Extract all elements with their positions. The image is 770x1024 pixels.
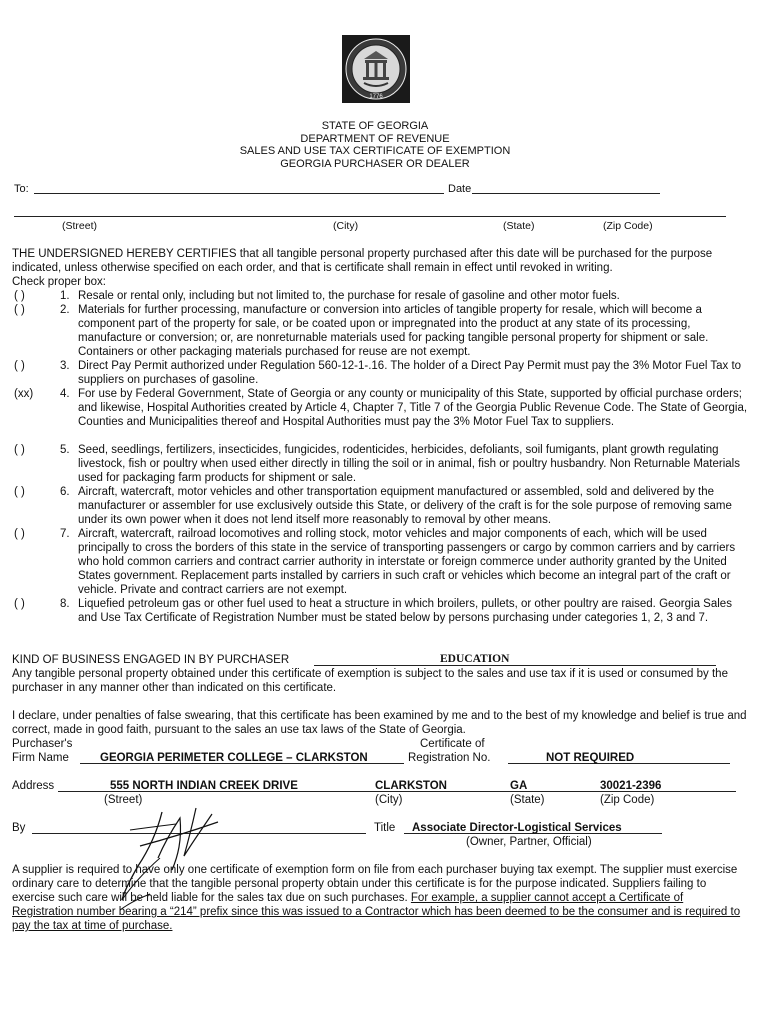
- to-city-label: (City): [333, 220, 359, 232]
- address-state-label: (State): [510, 794, 545, 806]
- address-zip-value: 30021-2396: [600, 780, 662, 792]
- by-label: By: [12, 822, 26, 834]
- title-value: Associate Director-Logistical Services: [412, 822, 622, 834]
- header-line-1: STATE OF GEORGIA: [321, 120, 429, 132]
- to-state-label: (State): [503, 220, 535, 232]
- header-line-3: SALES AND USE TAX CERTIFICATE OF EXEMPTION: [239, 145, 511, 157]
- supplier-paragraph: [12, 863, 747, 933]
- item-4-number: 4.: [60, 388, 70, 400]
- address-zip-label: (Zip Code): [600, 794, 655, 806]
- firm-name-value: GEORGIA PERIMETER COLLEGE – CLARKSTON: [100, 752, 368, 764]
- form-header: [150, 120, 600, 170]
- date-label: Date: [448, 183, 472, 195]
- registration-label: Registration No.: [408, 752, 491, 764]
- checkbox-2[interactable]: ( ): [14, 304, 25, 316]
- item-7-text: Aircraft, watercraft, railroad locomotives and rolling stock, motor vehicles and major components of each, which will be used principally to cross the borders of this state in the service of transporting passengers or cargo by common carriers and by carriers who hold common carriers and contract carrier authority in interstate or foreign commerce under authority granted by the United States government. Replacement parts installed by carriers in such craft or vehicles which become an integral part of the craft or vehicle. Private and contract carriers are not exempt.: [78, 528, 736, 596]
- checkbox-6[interactable]: ( ): [14, 486, 25, 498]
- address-street-value: 555 NORTH INDIAN CREEK DRIVE: [110, 780, 298, 792]
- checkbox-7[interactable]: ( ): [14, 528, 25, 540]
- to-zip-label: (Zip Code): [603, 220, 653, 232]
- checkbox-4[interactable]: (xx): [14, 388, 34, 400]
- header-line-4: GEORGIA PURCHASER OR DEALER: [280, 157, 470, 170]
- firm-name-label: Firm Name: [12, 752, 69, 764]
- to-street-label: (Street): [62, 220, 98, 232]
- item-7-number: 7.: [60, 528, 70, 540]
- checkbox-8[interactable]: ( ): [14, 598, 25, 610]
- date-field[interactable]: [472, 193, 660, 194]
- seal-year: 1776: [369, 94, 383, 100]
- item-3-number: 3.: [60, 360, 70, 372]
- address-label: Address: [12, 780, 55, 792]
- to-label: To:: [14, 183, 29, 195]
- item-5-text: Seed, seedlings, fertilizers, insecticides, fungicides, rodenticides, herbicides, defoliants, soil fumigants, plant growth regulating livestock, fish or poultry when used either directly in tilling the soil or in animal, fish or poultry husbandry. Non Returnable Materials used for packaging farm products for shipment or sale.: [78, 444, 740, 484]
- kind-of-business-value: EDUCATION: [440, 653, 510, 665]
- title-label: Title: [374, 822, 396, 834]
- checkbox-5[interactable]: ( ): [14, 444, 25, 456]
- purchasers-label: Purchaser's: [12, 738, 73, 750]
- to-address-field[interactable]: [14, 216, 726, 217]
- item-6-number: 6.: [60, 486, 70, 498]
- check-label: Check proper box:: [12, 276, 106, 288]
- address-state-value: GA: [510, 780, 528, 792]
- registration-value: NOT REQUIRED: [546, 752, 635, 764]
- kind-of-business-label: KIND OF BUSINESS ENGAGED IN BY PURCHASER: [12, 654, 290, 666]
- title-sub-label: (Owner, Partner, Official): [466, 836, 592, 848]
- item-6-text: Aircraft, watercraft, motor vehicles and other transportation equipment manufactured or assembled, sold and delivered by the manufacturer or assembler for use exclusively outside this State, or delivery of the craft is for the sole purpose of removing same under its own power when it does not lend itself more reasonably to removal by other means.: [78, 486, 732, 526]
- supplier-underlined-text: For example, a supplier cannot accept a Certificate of Registration number bearing a “214” prefix since this was issued to a Contractor which has been deemed to be the consumer and is required to pay the tax at time of purchase.: [12, 892, 741, 932]
- certificate-of-label: Certificate of: [420, 738, 485, 750]
- header-line-2: DEPARTMENT OF REVENUE: [300, 132, 450, 145]
- address-street-label: (Street): [104, 794, 143, 806]
- checkbox-3[interactable]: ( ): [14, 360, 25, 372]
- item-5-number: 5.: [60, 444, 70, 456]
- item-8-number: 8.: [60, 598, 70, 610]
- item-1-number: 1.: [60, 290, 70, 302]
- declaration-paragraph: I declare, under penalties of false swearing, that this certificate has been examined by me and to the best of my knowledge and belief is true and correct, made in good faith, pursuant to the sales an use tax laws of the State of Georgia.: [12, 710, 747, 736]
- certifies-paragraph: THE UNDERSIGNED HEREBY CERTIFIES that all tangible personal property purchased after this date will be purchased for the purpose indicated, unless otherwise specified on each order, and that is certificate shall remain in effect until revoked in writing.: [12, 248, 713, 274]
- item-2-number: 2.: [60, 304, 70, 316]
- to-field[interactable]: [34, 193, 444, 194]
- item-4-text: For use by Federal Government, State of Georgia or any county or municipality of this State, supported by official purchase orders; and likewise, Hospital Authorities created by Article 4, Chapter 7, Title 7 of the Georgia Public Revenue Code. The State of Georgia, Counties and Municipalities thereof and Hospital Authorities must pay the 3% Motor Fuel Tax to suppliers.: [78, 388, 748, 428]
- item-3-text: Direct Pay Permit authorized under Regulation 560-12-1-.16. The holder of a Direct Pay Permit must pay the 3% Motor Fuel Tax to suppliers on purchases of gasoline.: [78, 360, 742, 386]
- address-city-value: CLARKSTON: [375, 780, 447, 792]
- address-city-label: (City): [375, 794, 403, 806]
- item-2-text: Materials for further processing, manufacture or conversion into articles of tangible property for resale, which will become a component part of the property for sale, or be coated upon or impregnated into the product at any state of its processing, manufacture or conversion; or, are nonreturnable materials used for packing tangible personal property for shipment or sale. Containers or other packaging materials purchased for reuse are not exempt.: [78, 304, 709, 358]
- any-tangible-paragraph: Any tangible personal property obtained under this certificate of exemption is subject to the sales and use tax if it is used or consumed by the purchaser in any manner other than indicated on this certificate.: [12, 668, 728, 694]
- item-8-text: Liquefied petroleum gas or other fuel used to heat a structure in which broilers, pullets, or other poultry are raised. Georgia Sales and Use Tax Certificate of Registration Number must be stated below by persons purchasing under categories 1, 2, 3 and 7.: [78, 598, 732, 624]
- checkbox-1[interactable]: ( ): [14, 290, 25, 302]
- supplier-text: A supplier is required to have only one certificate of exemption form on file from each purchaser buying tax exempt. The supplier must exercise ordinary care to determine that the tangible personal property obtain under this certificate is for the purpose indicated. Suppliers failing to exercise such care will be held liable for the sales tax due on such purchases.: [12, 864, 738, 904]
- state-seal-image: [342, 35, 410, 103]
- item-1-text: Resale or rental only, including but not limited to, the purchase for resale of gasoline and other motor fuels.: [78, 290, 620, 302]
- kind-of-business-field[interactable]: [314, 665, 716, 666]
